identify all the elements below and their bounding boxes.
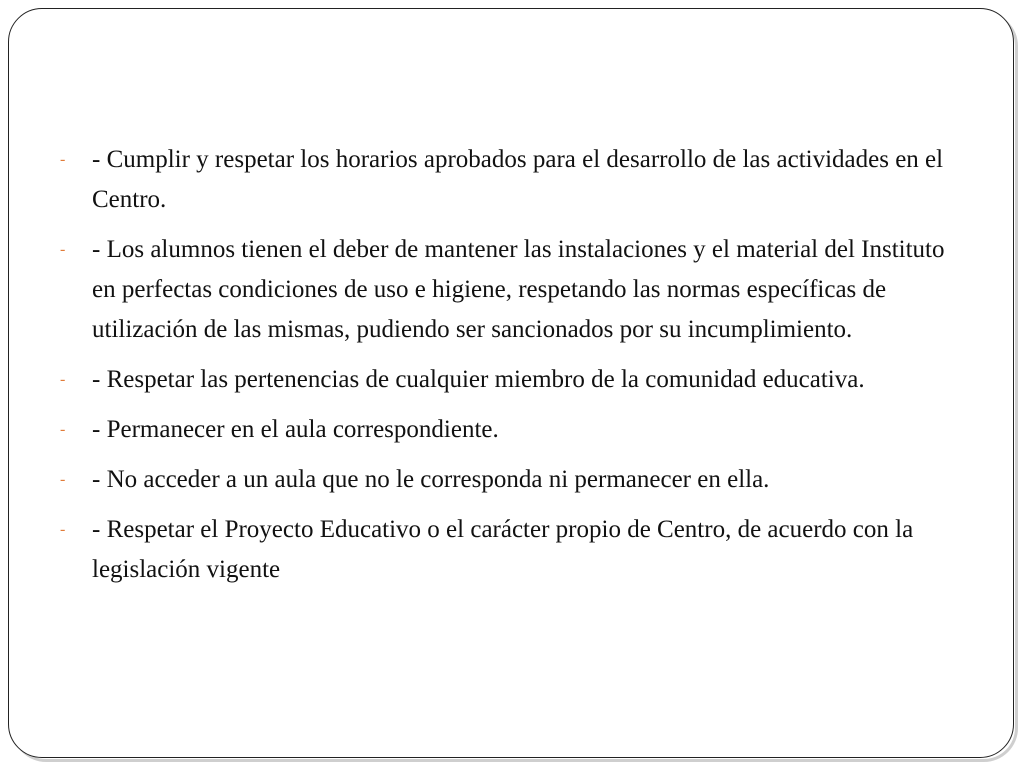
bullet-text: - Respetar el Proyecto Educativo o el carácter propio de Centro, de acuerdo con la legislación vigente	[92, 516, 914, 583]
bullet-item	[60, 140, 960, 220]
bullet-text: - Permanecer en el aula correspondiente.	[92, 416, 499, 443]
bullet-dash-icon: -	[60, 471, 66, 488]
bullet-text: - Cumplir y respetar los horarios aprobados para el desarrollo de las actividades en el Centro.	[92, 146, 944, 213]
bullet-dash-icon: -	[60, 521, 66, 538]
bullet-dash-icon: -	[60, 151, 66, 168]
bullet-text: - No acceder a un aula que no le corresponda ni permanecer en ella.	[92, 466, 770, 493]
bullet-dash-icon: -	[60, 421, 66, 438]
bullet-item	[60, 460, 960, 500]
bullet-dash-icon: -	[60, 371, 66, 388]
bullet-dash-icon: -	[60, 241, 66, 258]
bullet-item	[60, 510, 960, 590]
bullet-item	[60, 360, 960, 400]
bullet-list	[60, 140, 960, 600]
bullet-item	[60, 410, 960, 450]
bullet-item	[60, 230, 960, 350]
bullet-text: - Respetar las pertenencias de cualquier miembro de la comunidad educativa.	[92, 366, 865, 393]
bullet-text: - Los alumnos tienen el deber de mantener las instalaciones y el material del Instituto en perfectas condiciones de uso e higiene, respetando las normas específicas de utilización de las mismas, pudiendo ser sancionados por su incumplimiento.	[92, 236, 945, 343]
